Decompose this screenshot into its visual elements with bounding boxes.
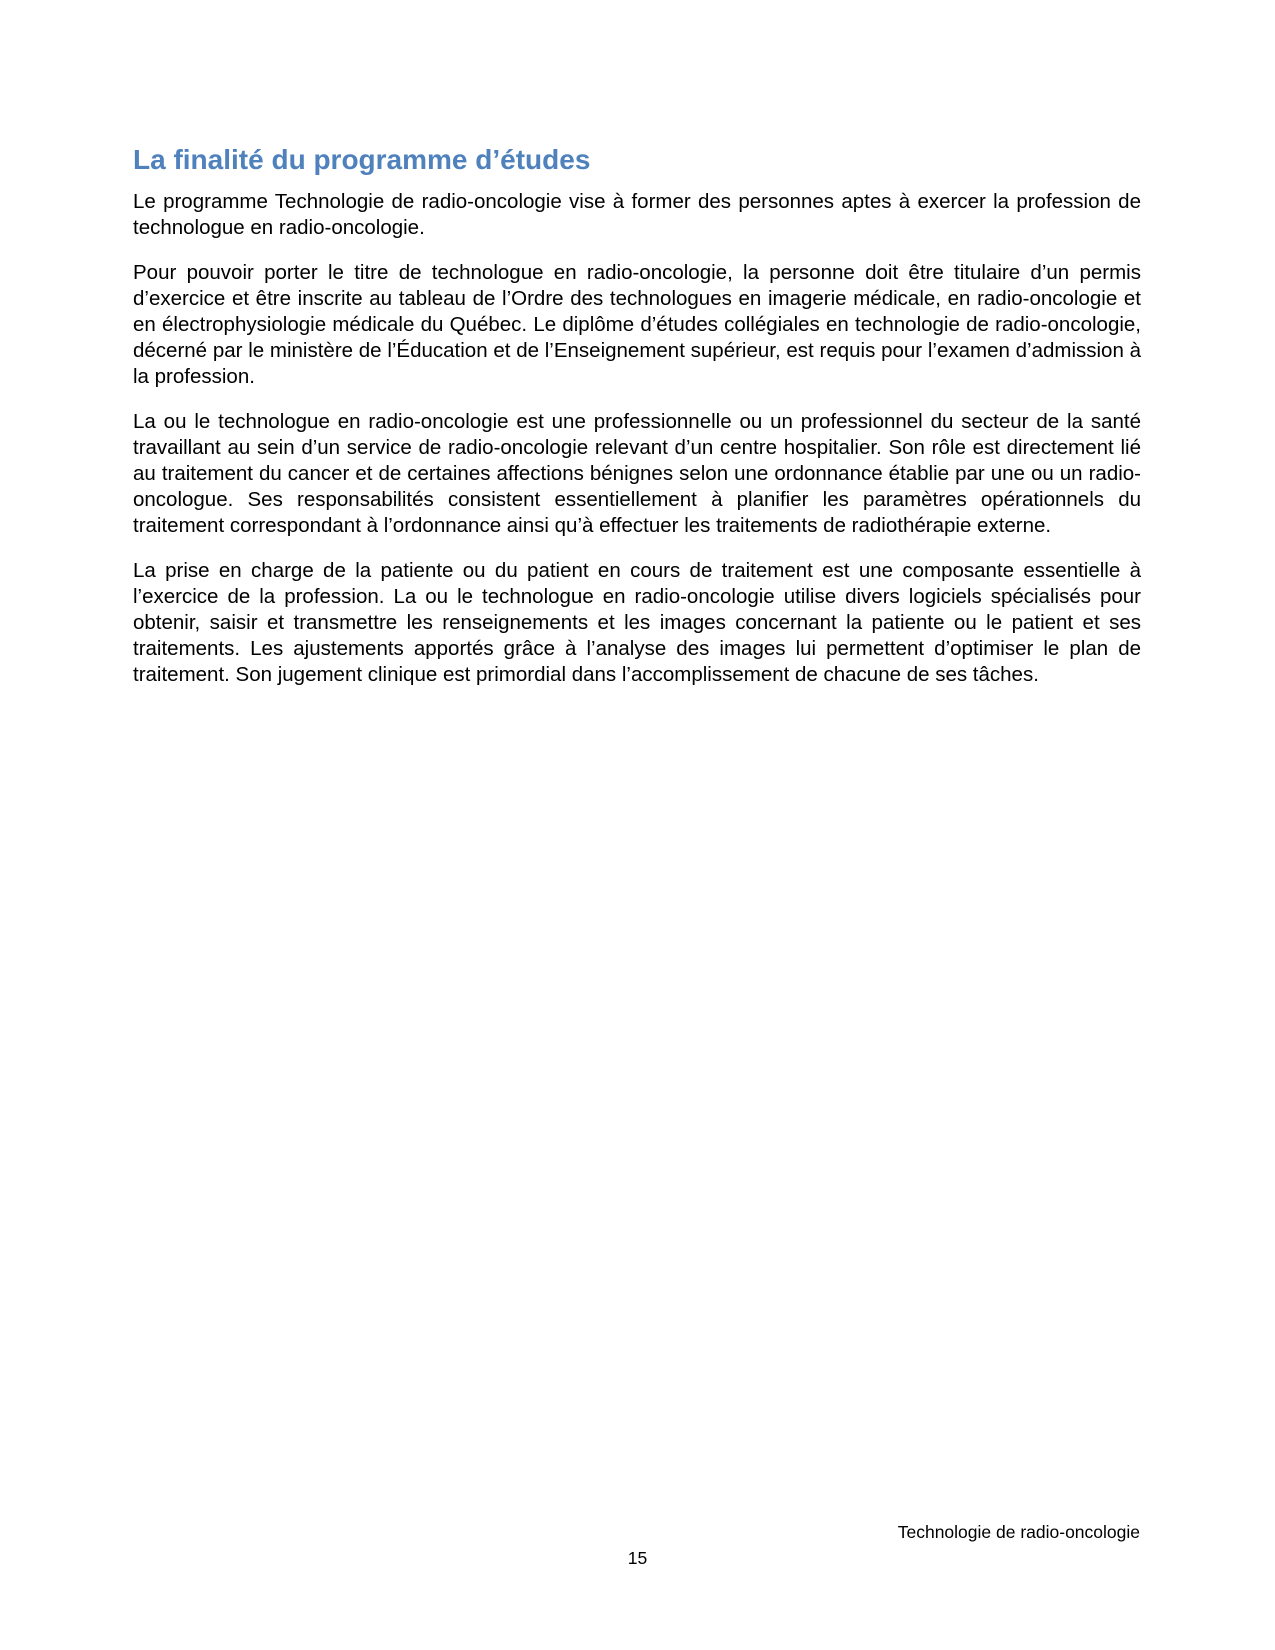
page-number: 15 xyxy=(627,1548,648,1568)
paragraph-patient-care: La prise en charge de la patiente ou du patient en cours de traitement est une composante essentielle à l’exercice de la profession. La ou le technologue en radio-oncologie utilise divers logiciels spécialisés pour obtenir, saisir et transmettre les renseignements et les images concernant la patiente ou le patient et ses traitements. Les ajustements apportés grâce à l’analyse des images lui permettent d’optimiser le plan de traitement. Son jugement clinique est primordial dans l’accomplissement de chacune de ses tâches. xyxy=(133,559,1141,686)
footer-program-name: Technologie de radio-oncologie xyxy=(897,1522,1140,1542)
main-content xyxy=(133,141,1141,707)
paragraph-role: La ou le technologue en radio-oncologie est une professionnelle ou un professionnel du secteur de la santé travaillant au sein d’un service de radio-oncologie relevant d’un centre hospitalier. Son rôle est directement lié au traitement du cancer et de certaines affections bénignes selon une ordonnance établie par une ou un radio-oncologue. Ses responsabilités consistent essentiellement à planifier les paramètres opérationnels du traitement correspondant à l’ordonnance ainsi qu’à effectuer les traitements de radiothérapie externe. xyxy=(133,410,1141,537)
paragraph-intro: Le programme Technologie de radio-oncologie vise à former des personnes aptes à exercer la profession de technologue en radio-oncologie. xyxy=(133,190,1141,239)
section-title: La finalité du programme d’études xyxy=(133,144,591,175)
paragraph-permit: Pour pouvoir porter le titre de technologue en radio-oncologie, la personne doit être titulaire d’un permis d’exercice et être inscrite au tableau de l’Ordre des technologues en imagerie médicale, en radio-oncologie et en électrophysiologie médicale du Québec. Le diplôme d’études collégiales en technologie de radio-oncologie, décerné par le ministère de l’Éducation et de l’Enseignement supérieur, est requis pour l’examen d’admission à la profession. xyxy=(133,261,1141,388)
